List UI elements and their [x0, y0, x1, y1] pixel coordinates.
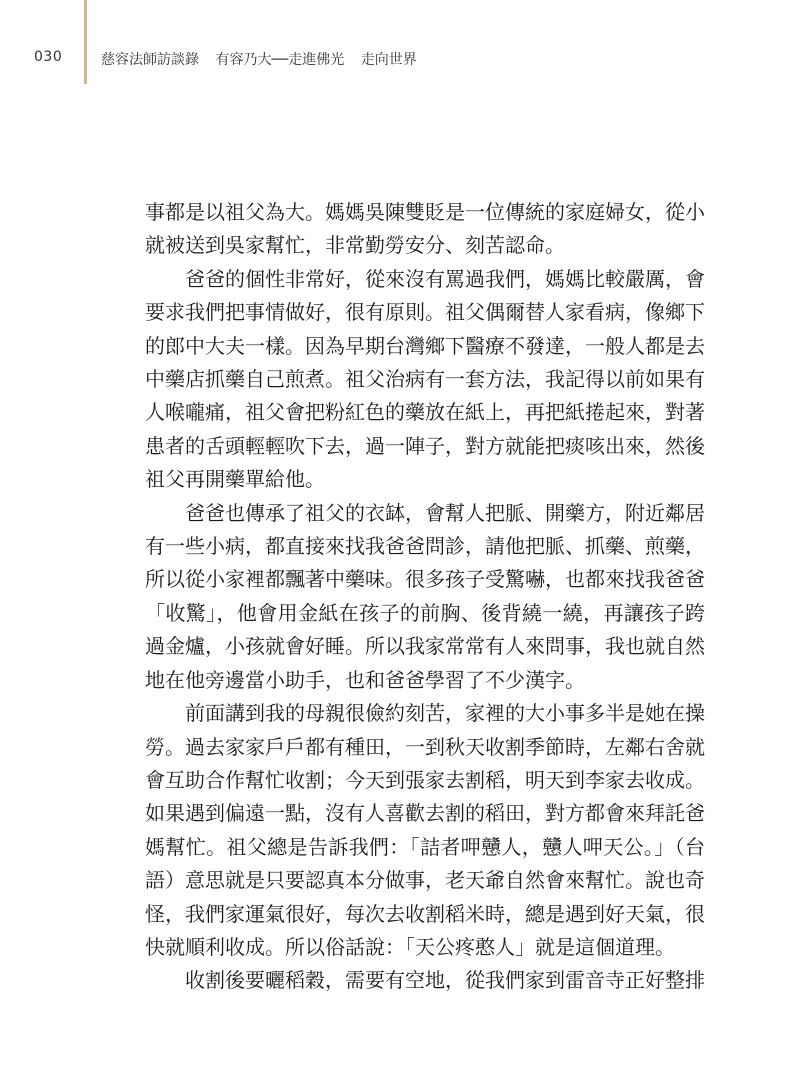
paragraph: 前面講到我的母親很儉約刻苦，家裡的大小事多半是她在操勞。過去家家戶戶都有種田，一到秋天收割季節時，左鄰右舍就會互助合作幫忙收割；今天到張家去割稻，明天到李家去收成。如果遇到偏遠一點，沒有人喜歡去割的稻田，對方都會來拜託爸媽幫忙。祖父總是告訴我們：「詰者呷戇人，戇人呷天公。」（台語）意思就是只要認真本分做事，老天爺自然會來幫忙。說也奇怪，我們家運氣很好，每次去收割稻米時，總是遇到好天氣，很快就順利收成。所以俗話說：「天公疼憨人」就是這個道理。	[145, 701, 705, 959]
header-margin-rule	[84, 0, 87, 84]
page-number: 030	[34, 49, 63, 65]
series-title: 慈容法師訪談錄	[101, 52, 199, 68]
book-title: 有容乃大──走進佛光	[215, 52, 345, 68]
paragraph: 爸爸也傳承了祖父的衣缽，會幫人把脈、開藥方，附近鄰居有一些小病，都直接來找我爸爸問診，請他把脈、抓藥、煎藥，所以從小家裡都飄著中藥味。很多孩子受驚嚇，也都來找我爸爸「收驚」，他會用金紙在孩子的前胸、後背繞一繞，再讓孩子跨過金爐，小孩就會好睡。所以我家常常有人來問事，我也就自然地在他旁邊當小助手，也和爸爸學習了不少漢字。	[145, 500, 705, 692]
chapter-title: 走向世界	[360, 52, 417, 68]
paragraph: 爸爸的個性非常好，從來沒有罵過我們，媽媽比較嚴厲，會要求我們把事情做好，很有原則。祖父偶爾替人家看病，像鄉下的郎中大夫一樣。因為早期台灣鄉下醫療不發達，一般人都是去中藥店抓藥自己煎煮。祖父治病有一套方法，我記得以前如果有人喉嚨痛，祖父會把粉紅色的藥放在紙上，再把紙捲起來，對著患者的舌頭輕輕吹下去，過一陣子，對方就能把痰咳出來，然後祖父再開藥單給他。	[145, 266, 705, 492]
paragraph-continued: 事都是以祖父為大。媽媽吳陳雙貶是一位傳統的家庭婦女，從小就被送到吳家幫忙，非常勤勞安分、刻苦認命。	[145, 200, 705, 258]
running-header	[101, 49, 429, 69]
body-text	[145, 196, 705, 998]
paragraph: 收割後要曬稻穀，需要有空地，從我們家到雷音寺正好整排	[185, 968, 705, 993]
